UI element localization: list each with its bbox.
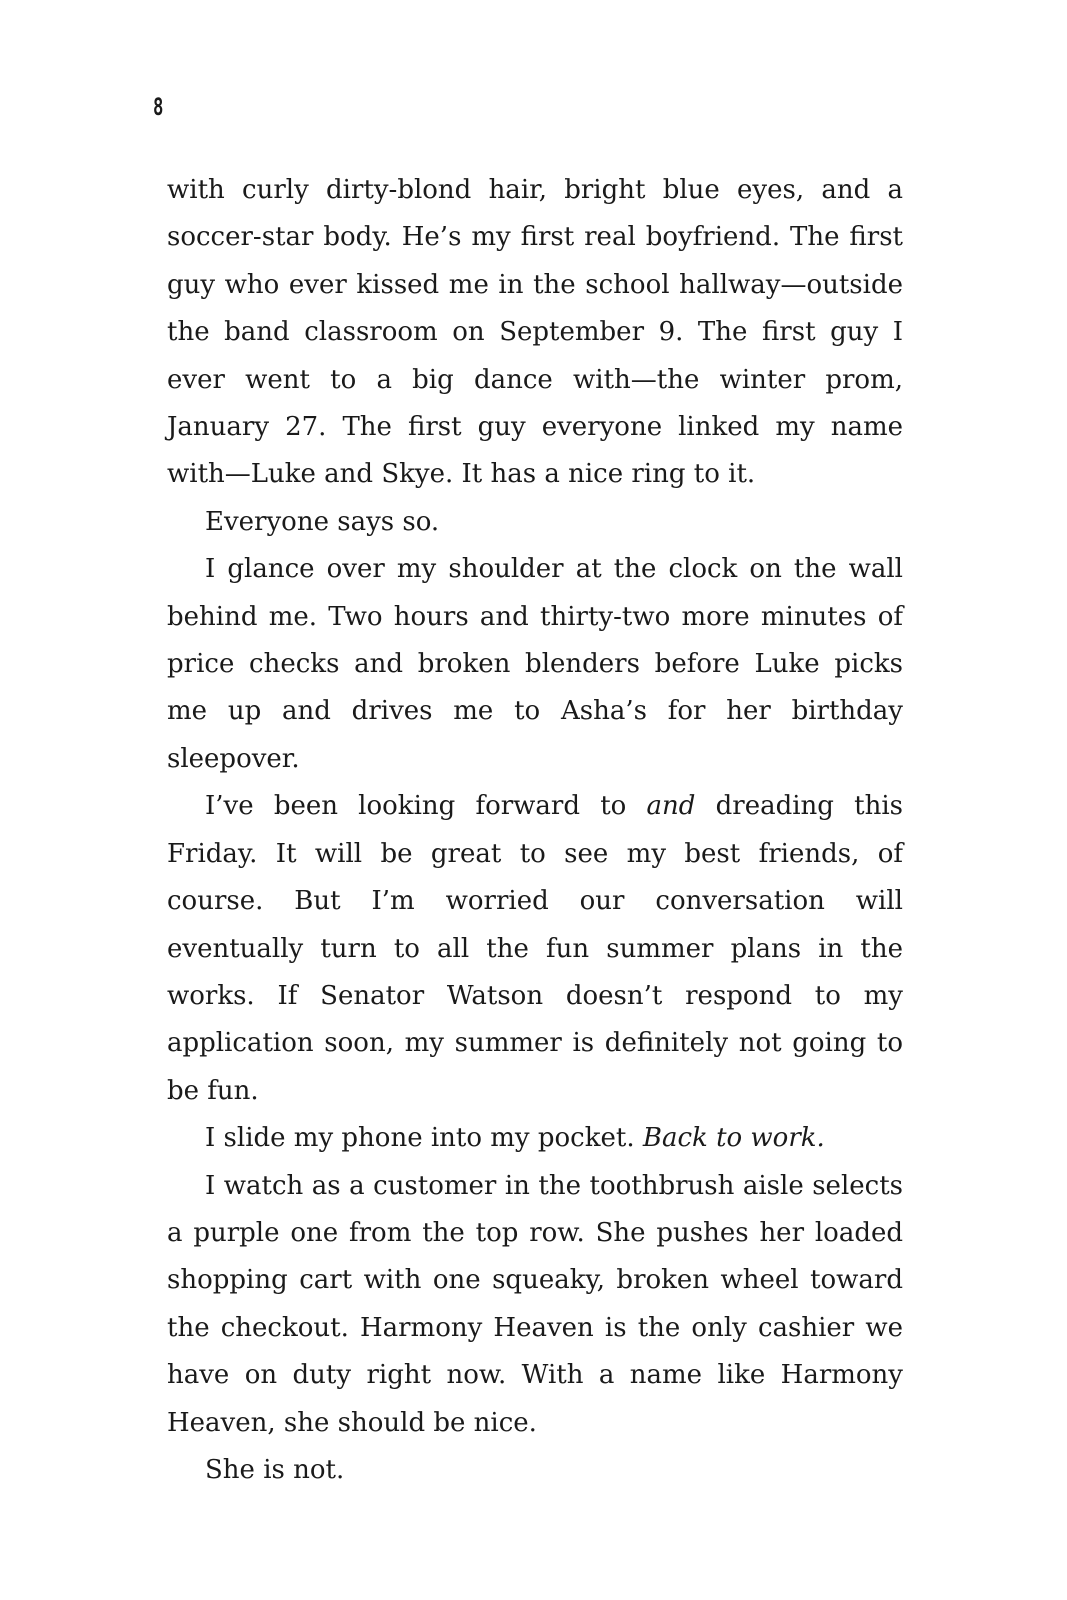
emphasis-text: and	[646, 791, 696, 822]
paragraph-text: Everyone says so.	[205, 506, 440, 537]
paragraph	[167, 499, 903, 546]
paragraph	[167, 1115, 903, 1162]
paragraph	[167, 1163, 903, 1447]
body-text	[167, 167, 903, 1494]
paragraph	[167, 167, 903, 499]
paragraph-text: She is not.	[205, 1454, 345, 1485]
paragraph	[167, 1447, 903, 1494]
emphasis-text: Back to work.	[642, 1123, 825, 1154]
paragraph-text: I watch as a customer in the toothbrush aisle selects a purple one from the top row. She pushes her loaded shopping cart with one squeaky, broken wheel toward the checkout. Harmony Heaven is the only cashier we have on duty right now. With a name like Harmony Heaven, she should be nice.	[167, 1170, 903, 1438]
paragraph	[167, 546, 903, 783]
paragraph-text: I glance over my shoulder at the clock on the wall behind me. Two hours and thirty-two more minutes of price checks and broken blenders before Luke picks me up and drives me to Asha’s for her birthday sleepover.	[167, 554, 903, 774]
paragraph-text: I’ve been looking forward to	[205, 791, 647, 822]
paragraph-text: I slide my phone into my pocket.	[205, 1123, 643, 1154]
paragraph-text: dreading this Friday. It will be great to see my best friends, of course. But I’m worried our conversation will eventually turn to all the fun summer plans in the works. If Senator Watson doesn’t respond to my application soon, my summer is definitely not going to be fun.	[167, 791, 903, 1106]
paragraph	[167, 783, 903, 1115]
page-number: 8	[153, 93, 164, 121]
paragraph-text: with curly dirty-blond hair, bright blue eyes, and a soccer-star body. He’s my first real boyfriend. The first guy who ever kissed me in the school hallway—outside the band classroom on September 9. The first guy I ever went to a big dance with—the winter prom, January 27. The first guy everyone linked my name with—Luke and Skye. It has a nice ring to it.	[167, 175, 903, 490]
